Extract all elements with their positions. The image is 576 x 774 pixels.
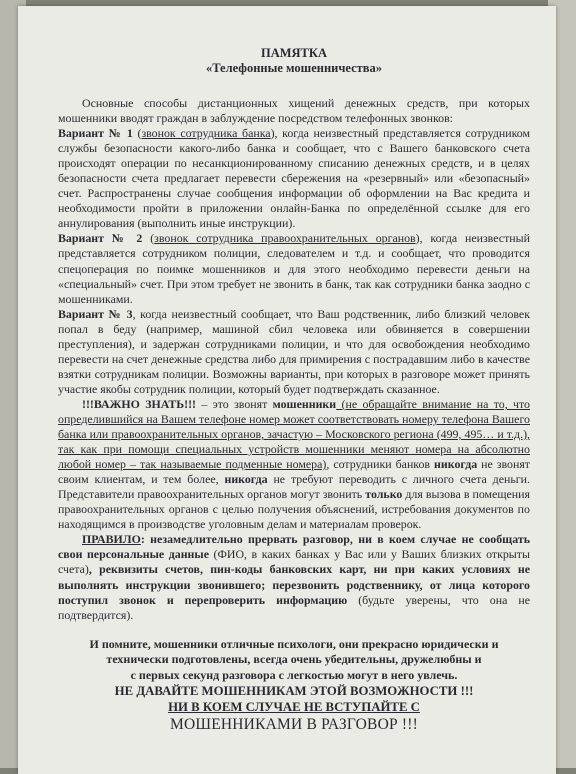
variant-1-paragraph	[58, 126, 530, 231]
variant-2-topic: звонок сотрудника правоохранительных органов	[154, 231, 416, 246]
warning-line-3: МОШЕННИКАМИ В РАЗГОВОР !!!	[170, 716, 418, 734]
important-text-5: для вызова в помещения правоохранительных органов с целью получения объяснений, истребования документов по находящимся в производстве уголовным делам и материалам проверок.	[58, 487, 530, 532]
variant-2-paragraph	[58, 231, 530, 306]
rule-text-2: (будьте уверены, что она не подтвердится).	[58, 592, 531, 622]
warning-line-2: НИ В КОЕМ СЛУЧАЕ НЕ ВСТУПАЙТЕ С	[168, 700, 420, 715]
warning-line-2-wrap	[58, 699, 530, 715]
rule-label: ПРАВИЛО	[82, 532, 141, 547]
rule-bold-1: : незамедлительно прервать разговор, ни в коем случае не сообщать свои персональные данные	[58, 532, 530, 562]
important-paragraph	[58, 397, 530, 532]
variant-2-open: (	[142, 231, 155, 246]
variant-1-text: ), когда неизвестный представляется сотрудником службы безопасности какого-либо банка и сообщает, что с Вашего банковского счета происходят операции по несанкционированному списанию денежных средств, и в целях безопасности счета предлагает перевести сбережения на «резервный» или «безопасный» счет. Распространены случае сообщения информации об оформлении на Вас кредита и необходимости пройти в приложении онлайн-Банка по определённой ссылке для его аннулирования (выполнить иные инструкции).	[58, 126, 531, 231]
intro-paragraph	[58, 96, 530, 126]
variant-3-label: Вариант № 3	[58, 306, 133, 321]
variant-3-text: , когда неизвестный сообщает, что Ваш родственник, либо близкий человек попал в беду (например, машиной сбил человека или обвиняется в совершении преступления), и задержан сотрудниками полиции, и что для освобождения необходимо перевести на счет денежные средства либо для примирения с пострадавшим либо в качестве взятки сотрудникам полиции. Возможны варианты, при которых в разговоре может принять участие якобы сотрудник полиции, который будет подтверждать сказанное.	[58, 306, 530, 396]
footer-line-3: с первых секунд разговора с легкостью могут в него увлечь.	[130, 667, 458, 682]
warning-line-1: НЕ ДАВАЙТЕ МОШЕННИКАМ ЭТОЙ ВОЗМОЖНОСТИ !!!	[114, 684, 474, 699]
important-label: !!!ВАЖНО ЗНАТЬ!!!	[82, 396, 196, 411]
memo-subtitle: «Телефонные мошенничества»	[205, 61, 383, 75]
footer-line-1: И помните, мошенники отличные психологи, они прекрасно юридически и	[89, 636, 499, 651]
variant-2-label: Вариант № 2	[58, 231, 143, 246]
footer-block	[58, 637, 530, 684]
important-bold-2: никогда	[434, 457, 478, 472]
rule-text-1: (ФИО, в каких банках у Вас или у Ваших близких открыты счета)	[58, 547, 530, 577]
intro-text: Основные способы дистанционных хищений денежных средств, при которых мошенники вводят граждан в заблуждение посредством телефонных звонков:	[58, 96, 530, 126]
variant-1-open: (	[132, 126, 142, 141]
important-bold-3: никогда	[224, 472, 268, 487]
important-underlined: (не обращайте внимание на то, что определившийся на Вашем телефоне номер может соответствовать номеру телефона Вашего банка или правоохранительных органов, зачастую – Московского региона (499, 495… и т.д.), так как при помощи специальных устройств мошенники меняют номера на абсолютно любой номер – так называемые подменные номера)	[58, 396, 530, 472]
variant-1-topic: звонок сотрудника банка	[141, 126, 271, 141]
important-bold-4: только	[365, 487, 403, 502]
variant-1-label: Вариант № 1	[58, 126, 133, 141]
rule-bold-2: , реквизиты счетов, пин-коды банковских карт, ни при каких условиях не выполнять инструкции звонившего; перезвонить родственнику, от лица которого поступил звонок и перепроверить информацию	[58, 562, 530, 607]
memo-sheet	[18, 6, 556, 774]
important-text-4: не требуют переводить с личного счета деньги. Представители правоохранительных органов могут звонить	[58, 472, 530, 502]
footer-line-2: технически подготовлены, всегда очень убедительны, дружелюбны и	[106, 652, 482, 667]
important-text-1: – это звонят	[196, 396, 273, 411]
memo-title: ПАМЯТКА	[260, 46, 327, 60]
variant-3-paragraph	[58, 307, 530, 397]
important-bold-1: мошенники	[272, 396, 337, 411]
variant-2-text: ), когда неизвестный представляется сотрудником полиции, следователем и т.д. и сообщает, что проводится спецоперация по поимке мошенников и для этого необходимо перевести деньги на «специальный» счет. При этом требует не звонить в банк, так как сотрудники банка заодно с мошенниками.	[58, 231, 530, 306]
important-text-3: не звонят своим клиентам, и тем более,	[58, 457, 530, 487]
rule-paragraph	[58, 532, 530, 622]
important-text-2: , сотрудники банков	[326, 457, 435, 472]
